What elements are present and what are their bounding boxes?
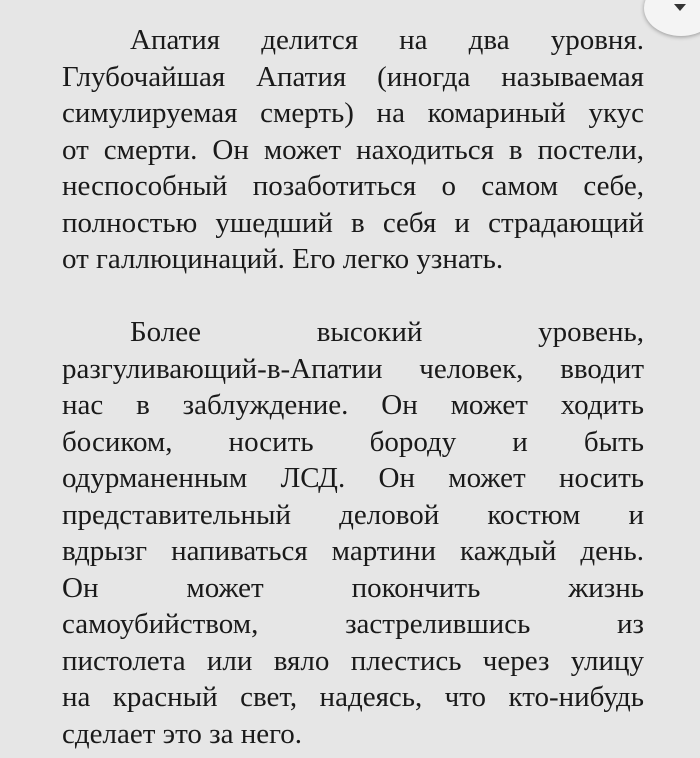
dropdown-menu-button[interactable] [644,0,700,36]
text-line: пистолета или вяло плестись через улицу [62,644,644,677]
text-line: от галлюцинаций. Его легко узнать. [62,243,504,275]
text-line: нас в заблуждение. Он может ходить [62,389,644,421]
text-line: представительный деловой костюм и [62,498,644,531]
text-line: от смерти. Он может находиться в постели, [62,133,644,166]
text-line: полностью ушедший в себя и страдающий [62,206,644,239]
text-line: вдрызг напиваться мартини каждый день. [62,535,644,567]
text-line: самоубийством, застрелившись из [62,608,644,640]
document-page [62,22,644,752]
chevron-down-icon [674,4,686,11]
paragraph-2 [62,314,644,752]
text-line: на красный свет, надеясь, что кто-нибудь [62,681,644,713]
text-line: Апатия делится на два уровня. [130,24,644,56]
text-line: симулируемая смерть) на комариный укус [62,97,644,129]
text-line: босиком, носить бороду и быть [62,425,644,458]
text-line: Более высокий уровень, [130,316,644,348]
text-line: Он может покончить жизнь [62,571,644,604]
text-line: разгуливающий-в-Апатии человек, вводит [62,352,644,385]
paragraph-gap [62,278,644,315]
paragraph-1 [62,22,644,278]
text-line: одурманенным ЛСД. Он может носить [62,462,644,494]
text-line: неспособный позаботиться о самом себе, [62,170,644,202]
text-line: Глубочайшая Апатия (иногда называемая [62,60,644,93]
text-line: сделает это за него. [62,717,303,750]
